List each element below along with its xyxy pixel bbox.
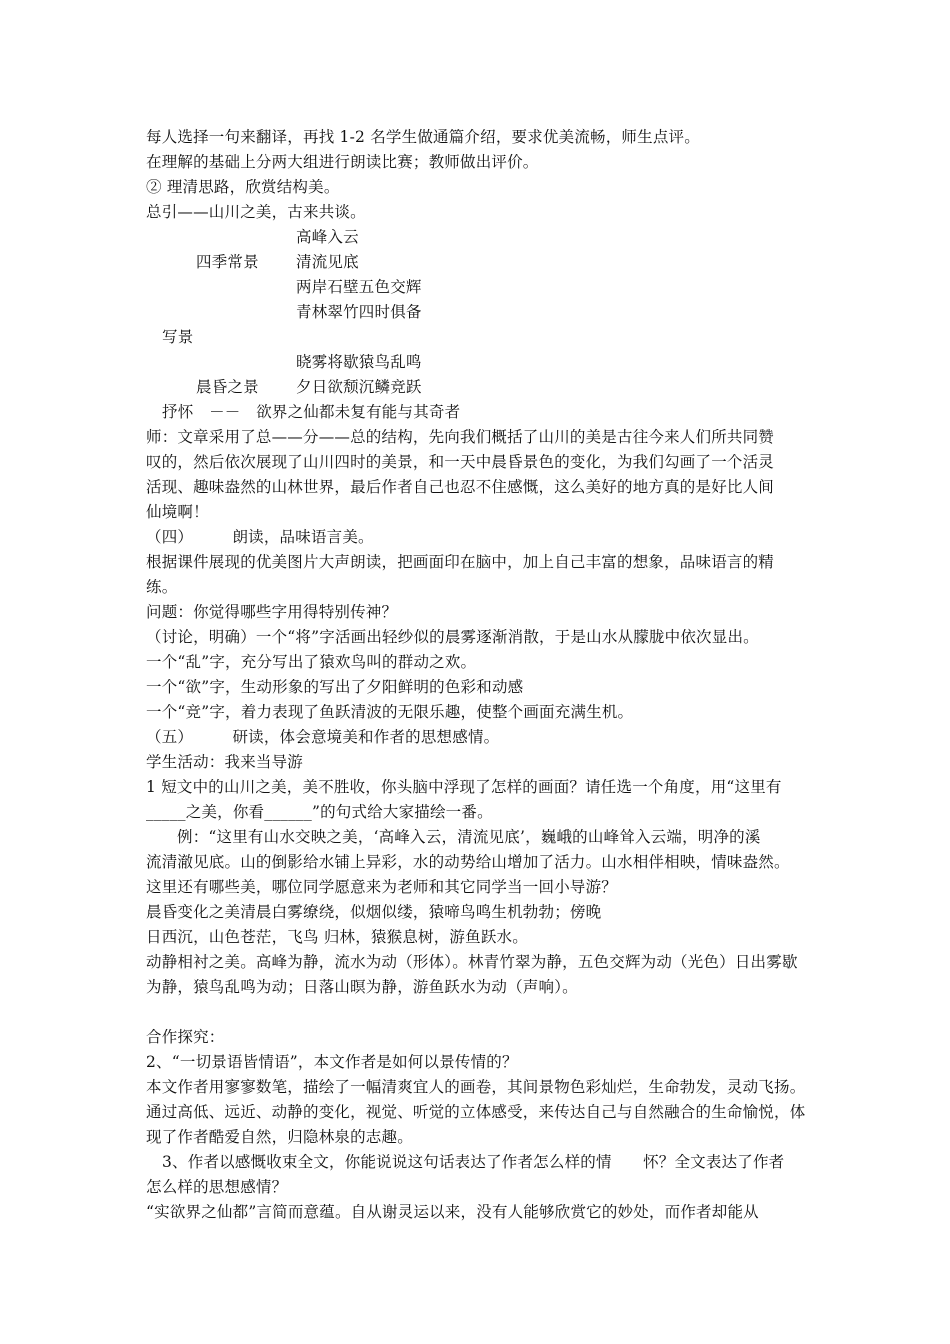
section-heading: 合作探究： bbox=[146, 1028, 225, 1046]
text-line: 日西沉，山色苍茫，飞鸟 归林，猿猴息树，游鱼跃水。 bbox=[146, 928, 528, 946]
text-line: 叹的，然后依次展现了山川四时的美景，和一天中晨昏景色的变化，为我们勾画了一个活灵 bbox=[146, 453, 775, 471]
outline-item: 晓雾将歇猿鸟乱鸣 bbox=[296, 353, 422, 371]
text-line: 师：文章采用了总——分——总的结构，先向我们概括了山川的美是古往今来人们所共同赞 bbox=[146, 428, 775, 446]
section-heading: （四） 朗读，品味语言美。 bbox=[146, 528, 374, 546]
text-line: 练。 bbox=[146, 578, 178, 596]
text-line: 1 短文中的山川之美，美不胜收，你头脑中浮现了怎样的画面？请任选一个角度，用“这里有 bbox=[146, 778, 782, 796]
text-line: 2、“一切景语皆情语”，本文作者是如何以景传情的？ bbox=[146, 1053, 518, 1071]
outline-item: 两岸石壁五色交辉 bbox=[296, 278, 422, 296]
section-heading: （五） 研读，体会意境美和作者的思想感情。 bbox=[146, 728, 500, 746]
text-line: 怎么样的思想感情？ bbox=[146, 1178, 288, 1196]
text-line: 一个“欲”字，生动形象的写出了夕阳鲜明的色彩和动感 bbox=[146, 678, 524, 696]
outline-section-label: 抒怀 －－ 欲界之仙都未复有能与其奇者 bbox=[162, 403, 461, 421]
text-line: 3、作者以感慨收束全文，你能说说这句话表达了作者怎么样的情 怀？全文表达了作者 bbox=[162, 1153, 785, 1171]
text-line: 仙境啊！ bbox=[146, 503, 209, 521]
text-line: 一个“竞”字，着力表现了鱼跃清波的无限乐趣，使整个画面充满生机。 bbox=[146, 703, 634, 721]
text-line: _____之美，你看______”的句式给大家描绘一番。 bbox=[146, 803, 493, 821]
text-line: 总引——山川之美，古来共谈。 bbox=[146, 203, 366, 221]
text-line: “实欲界之仙都”言简而意蕴。自从谢灵运以来，没有人能够欣赏它的妙处，而作者却能从 bbox=[146, 1203, 759, 1221]
text-line: 动静相衬之美。高峰为静，流水为动（形体）。林青竹翠为静，五色交辉为动（光色）日出雾歇 bbox=[146, 953, 798, 971]
text-line: 本文作者用寥寥数笔，描绘了一幅清爽宜人的画卷，其间景物色彩灿烂，生命勃发，灵动飞扬。 bbox=[146, 1078, 806, 1096]
text-line: 活现、趣味盎然的山林世界，最后作者自己也忍不住感慨，这么美好的地方真的是好比人间 bbox=[146, 478, 775, 496]
outline-item: 夕日欲颓沉鳞竞跃 bbox=[296, 378, 422, 396]
text-line: 这里还有哪些美，哪位同学愿意来为老师和其它同学当一回小导游？ bbox=[146, 878, 618, 896]
text-line: 问题：你觉得哪些字用得特别传神？ bbox=[146, 603, 398, 621]
outline-item: 青林翠竹四时俱备 bbox=[296, 303, 422, 321]
text-line: 为静，猿鸟乱鸣为动；日落山暝为静，游鱼跃水为动（声响）。 bbox=[146, 978, 578, 996]
text-line: 晨昏变化之美清晨白雾缭绕，似烟似缕，猿啼鸟鸣生机勃勃；傍晚 bbox=[146, 903, 602, 921]
text-line: 例：“这里有山水交映之美，‘高峰入云，清流见底’，巍峨的山峰耸入云端，明净的溪 bbox=[177, 828, 761, 846]
outline-item: 高峰入云 bbox=[296, 228, 359, 246]
text-line: 通过高低、远近、动静的变化，视觉、听觉的立体感受，来传达自己与自然融合的生命愉悦，体 bbox=[146, 1103, 806, 1121]
outline-group-label: 晨昏之景 bbox=[196, 378, 259, 396]
text-line: 每人选择一句来翻译，再找 1-2 名学生做通篇介绍，要求优美流畅，师生点评。 bbox=[146, 128, 700, 146]
text-line: 现了作者酷爱自然，归隐林泉的志趣。 bbox=[146, 1128, 413, 1146]
text-line: ② 理清思路，欣赏结构美。 bbox=[146, 178, 340, 196]
outline-group-label: 四季常景 bbox=[196, 253, 259, 271]
text-line: 在理解的基础上分两大组进行朗读比赛；教师做出评价。 bbox=[146, 153, 539, 171]
text-line: 一个“乱”字，充分写出了猿欢鸟叫的群动之欢。 bbox=[146, 653, 477, 671]
text-line: 流清澈见底。山的倒影给水铺上异彩，水的动势给山增加了活力。山水相伴相映，情味盎然。 bbox=[146, 853, 790, 871]
text-line: （讨论，明确）一个“将”字活画出轻纱似的晨雾逐渐消散，于是山水从朦胧中依次显出。 bbox=[146, 628, 759, 646]
outline-section-label: 写景 bbox=[162, 328, 194, 346]
text-line: 学生活动：我来当导游 bbox=[146, 753, 304, 771]
text-line: 根据课件展现的优美图片大声朗读，把画面印在脑中，加上自己丰富的想象，品味语言的精 bbox=[146, 553, 775, 571]
outline-item: 清流见底 bbox=[296, 253, 359, 271]
